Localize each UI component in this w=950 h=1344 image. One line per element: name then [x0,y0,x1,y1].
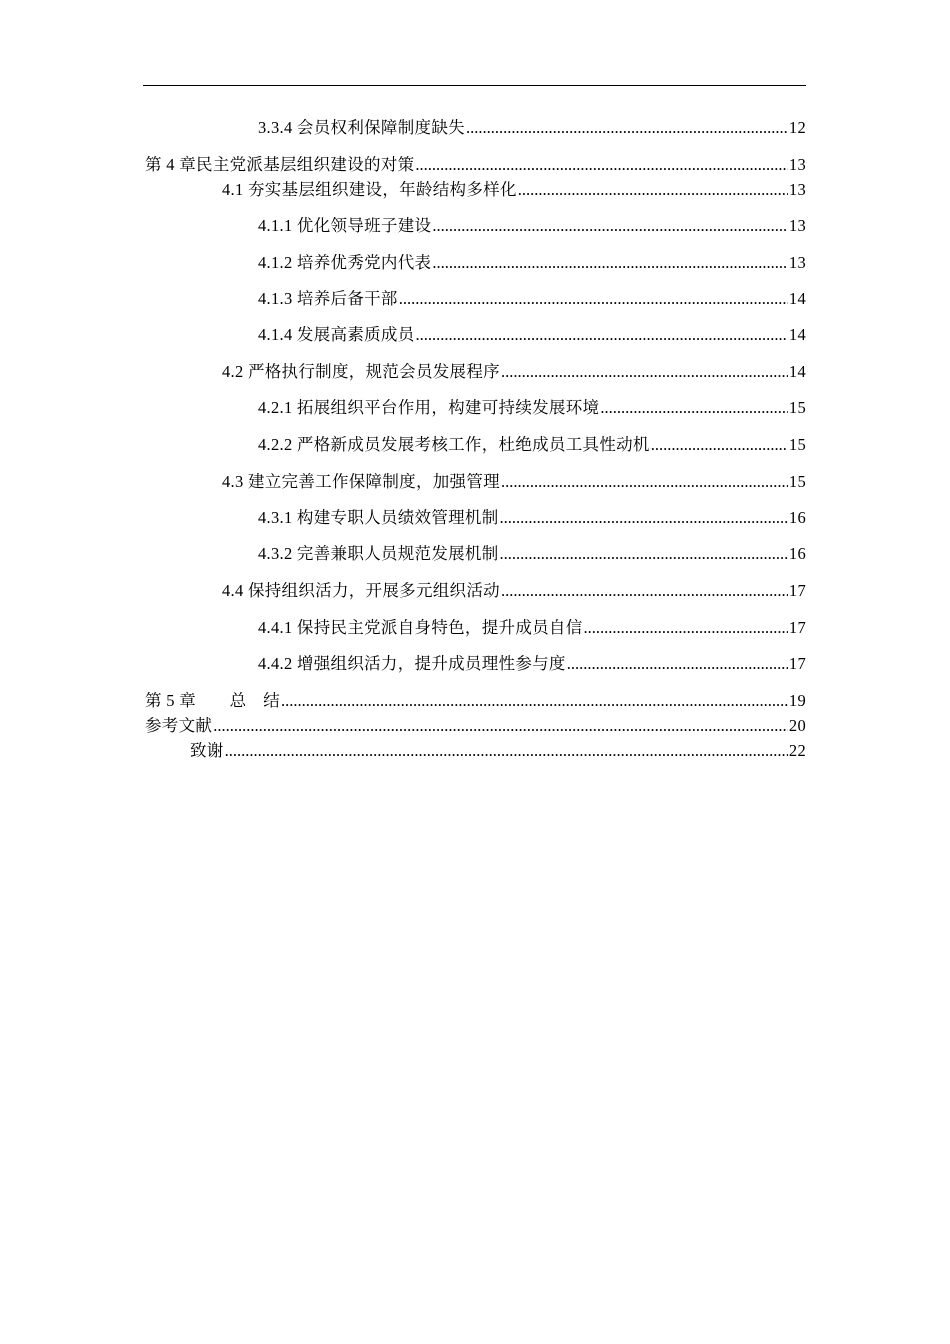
toc-entry-title: 4.1.1 优化领导班子建设 [258,216,432,235]
toc-dot-leader [600,398,788,418]
toc-entry-title: 第 5 章 总 结 [145,691,280,710]
toc-page-number: 14 [788,325,806,344]
toc-entry-chapter-5[interactable] [145,691,806,711]
toc-dot-leader [466,118,788,138]
toc-dot-leader [432,253,788,273]
toc-dot-leader [281,691,788,711]
toc-page-number: 15 [788,472,806,491]
toc-entry-title: 4.3 建立完善工作保障制度，加强管理 [222,472,500,491]
toc-entry-3-3-4[interactable] [258,118,806,138]
toc-entry-references[interactable] [145,716,806,736]
toc-entry-title: 参考文献 [145,716,213,735]
toc-entry-title: 4.2.1 拓展组织平台作用，构建可持续发展环境 [258,398,600,417]
toc-entry-4-1[interactable] [222,180,806,200]
toc-page-number: 15 [788,435,806,454]
toc-page-number: 15 [788,398,806,417]
toc-dot-leader [213,716,788,736]
toc-page-number: 14 [788,289,806,308]
toc-dot-leader [584,618,788,638]
toc-entry-title: 4.4.1 保持民主党派自身特色，提升成员自信 [258,618,583,637]
toc-entry-4-1-4[interactable] [258,325,806,345]
toc-entry-title: 3.3.4 会员权利保障制度缺失 [258,118,465,137]
toc-entry-title: 4.4 保持组织活力，开展多元组织活动 [222,581,500,600]
header-rule [143,85,806,86]
toc-dot-leader [501,581,788,601]
toc-dot-leader [500,508,788,528]
toc-page-number: 16 [788,544,806,563]
toc-page-number: 14 [788,362,806,381]
toc-page-number: 16 [788,508,806,527]
toc-dot-leader [432,216,788,236]
toc-entry-chapter-4[interactable] [145,155,806,175]
toc-page-number: 17 [788,654,806,673]
toc-entry-title: 第 4 章民主党派基层组织建设的对策 [145,155,415,174]
toc-entry-4-4-2[interactable] [258,654,806,674]
toc-entry-4-2-1[interactable] [258,398,806,418]
toc-page-number: 17 [788,618,806,637]
toc-entry-title: 4.1.4 发展高素质成员 [258,325,415,344]
toc-entry-4-1-3[interactable] [258,289,806,309]
toc-dot-leader [501,362,788,382]
toc-page-number: 13 [788,180,806,199]
toc-entry-title: 4.3.1 构建专职人员绩效管理机制 [258,508,499,527]
toc-entry-4-3-1[interactable] [258,508,806,528]
toc-dot-leader [416,325,788,345]
toc-entry-title: 4.3.2 完善兼职人员规范发展机制 [258,544,499,563]
toc-dot-leader [567,654,788,674]
toc-entry-title: 4.2.2 严格新成员发展考核工作，杜绝成员工具性动机 [258,435,650,454]
toc-entry-4-1-1[interactable] [258,216,806,236]
toc-entry-4-3[interactable] [222,472,806,492]
toc-dot-leader [501,472,788,492]
toc-page-number: 19 [788,691,806,710]
toc-dot-leader [399,289,788,309]
toc-dot-leader [225,741,788,761]
toc-entry-title: 4.1.2 培养优秀党内代表 [258,253,432,272]
toc-entry-title: 4.1 夯实基层组织建设，年龄结构多样化 [222,180,517,199]
toc-entry-4-2[interactable] [222,362,806,382]
toc-entry-title: 4.4.2 增强组织活力，提升成员理性参与度 [258,654,566,673]
toc-page-number: 13 [788,253,806,272]
toc-entry-title: 致谢 [190,741,224,760]
toc-page-number: 13 [788,216,806,235]
toc-dot-leader [500,544,788,564]
toc-dot-leader [651,435,788,455]
toc-dot-leader [415,155,787,175]
toc-page-number: 13 [788,155,806,174]
toc-entry-title: 4.1.3 培养后备干部 [258,289,398,308]
toc-page-number: 17 [788,581,806,600]
toc-entry-4-1-2[interactable] [258,253,806,273]
toc-entry-acknowledgements[interactable] [190,741,806,761]
toc-entry-4-4[interactable] [222,581,806,601]
toc-dot-leader [518,180,788,200]
toc-entry-4-4-1[interactable] [258,618,806,638]
toc-entry-4-2-2[interactable] [258,435,806,455]
toc-entry-title: 4.2 严格执行制度，规范会员发展程序 [222,362,500,381]
toc-page-number: 22 [788,741,806,760]
toc-page-number: 12 [788,118,806,137]
toc-page-number: 20 [788,716,806,735]
toc-entry-4-3-2[interactable] [258,544,806,564]
